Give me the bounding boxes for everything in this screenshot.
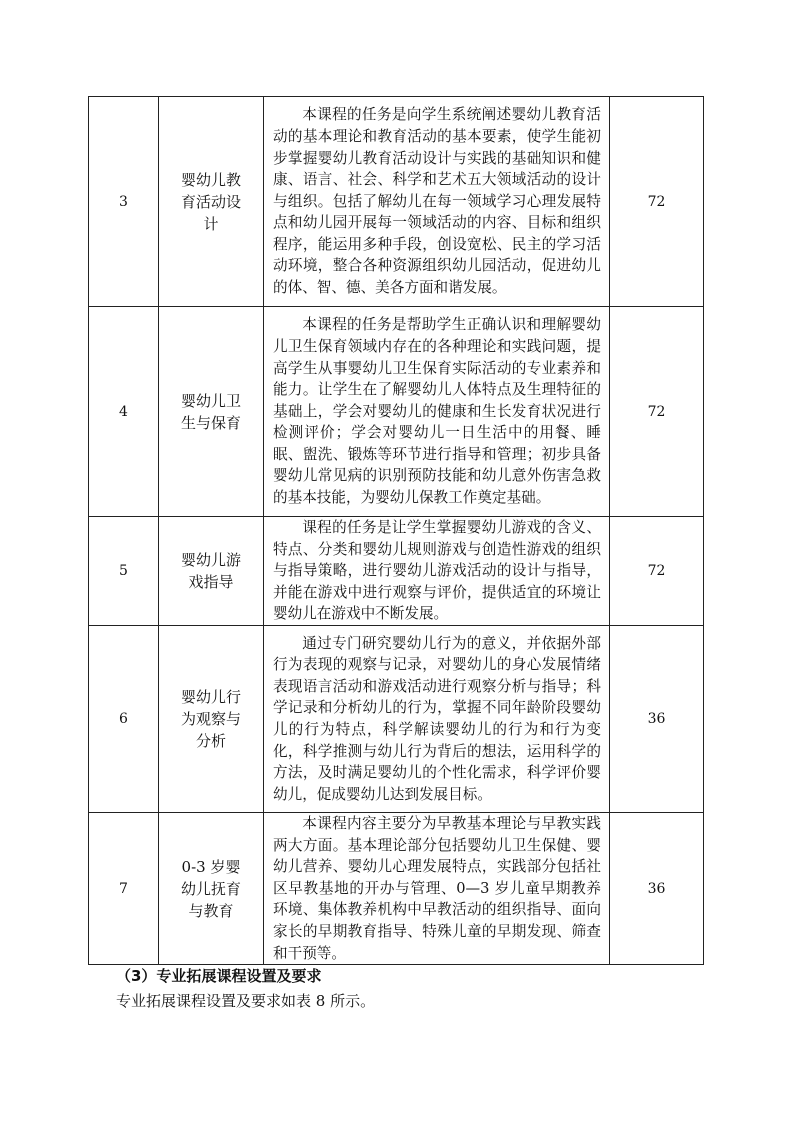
course-name: 婴幼儿教育活动设计 xyxy=(180,170,241,233)
course-table xyxy=(88,96,704,965)
course-name: 婴幼儿游戏指导 xyxy=(180,550,241,591)
course-description: 本课程的任务是帮助学生正确认识和理解婴幼儿卫生保育领域内存在的各种理论和实践问题，提高学生从事婴幼儿卫生保育实际活动的专业素养和能力。让学生在了解婴幼儿人体特点及生理特征的基础上，学会对婴幼儿的健康和生长发育状况进行检测评价；学会对婴幼儿一日生活中的用餐、睡眠、盥洗、锻炼等环节进行指导和管理；初步具备婴幼儿常见病的识别预防技能和幼儿意外伤害急救的基本技能，为婴幼儿保教工作奠定基础。 xyxy=(273,316,601,507)
table-row xyxy=(89,625,704,812)
table-row xyxy=(89,812,704,964)
course-hours: 36 xyxy=(610,812,704,964)
course-description: 课程的任务是让学生掌握婴幼儿游戏的含义、特点、分类和婴幼儿规则游戏与创造性游戏的组织与指导策略，进行婴幼儿游戏活动的设计与指导，并能在游戏中进行观察与评价，提供适宜的环境让婴幼儿在游戏中不断发展。 xyxy=(273,519,601,623)
course-number: 5 xyxy=(89,517,159,626)
course-hours: 72 xyxy=(610,517,704,626)
course-name: 婴幼儿卫生与保育 xyxy=(180,391,241,432)
course-description: 本课程的任务是向学生系统阐述婴幼儿教育活动的基本理论和教育活动的基本要素，使学生能初步掌握婴幼儿教育活动设计与实践的基础知识和健康、语言、社会、科学和艺术五大领域活动的设计与组织。包括了解幼儿在每一领域学习心理发展特点和幼儿园开展每一领域活动的内容、目标和组织程序，能运用多种手段，创设宽松、民主的学习活动环境，整合各种资源组织幼儿园活动，促进幼儿的体、智、德、美各方面和谐发展。 xyxy=(273,106,601,297)
course-name: 婴幼儿行为观察与分析 xyxy=(180,687,241,750)
course-description: 通过专门研究婴幼儿行为的意义，并依据外部行为表现的观察与记录，对婴幼儿的身心发展情绪表现语言活动和游戏活动进行观察分析与指导；科学记录和分析幼儿的行为，掌握不同年龄阶段婴幼儿的行为特点，科学解读婴幼儿的行为和行为变化，科学推测与幼儿行为背后的想法，运用科学的方法，及时满足婴幼儿的个性化需求，科学评价婴幼儿，促成婴幼儿达到发展目标。 xyxy=(273,634,601,803)
table-row xyxy=(89,97,704,307)
table-row xyxy=(89,307,704,517)
course-number: 3 xyxy=(89,97,159,307)
course-hours: 72 xyxy=(610,307,704,517)
section-note: 专业拓展课程设置及要求如表 8 所示。 xyxy=(116,992,376,1010)
course-hours: 36 xyxy=(610,625,704,812)
course-number: 4 xyxy=(89,307,159,517)
course-hours: 72 xyxy=(610,97,704,307)
table-row xyxy=(89,517,704,626)
course-number: 7 xyxy=(89,812,159,964)
course-number: 6 xyxy=(89,625,159,812)
course-description: 本课程内容主要分为早教基本理论与早教实践两大方面。基本理论部分包括婴幼儿卫生保健、婴幼儿营养、婴幼儿心理发展特点，实践部分包括社区早教基地的开办与管理、0—3 岁儿童早期教养环境、集体教养机构中早教活动的组织指导、面向家长的早期教育指导、特殊儿童的早期发现、筛查和干预等。 xyxy=(273,814,601,962)
section-heading: （3）专业拓展课程设置及要求 xyxy=(116,967,322,985)
course-name: 0-3 岁婴幼儿抚育与教育 xyxy=(180,857,241,920)
